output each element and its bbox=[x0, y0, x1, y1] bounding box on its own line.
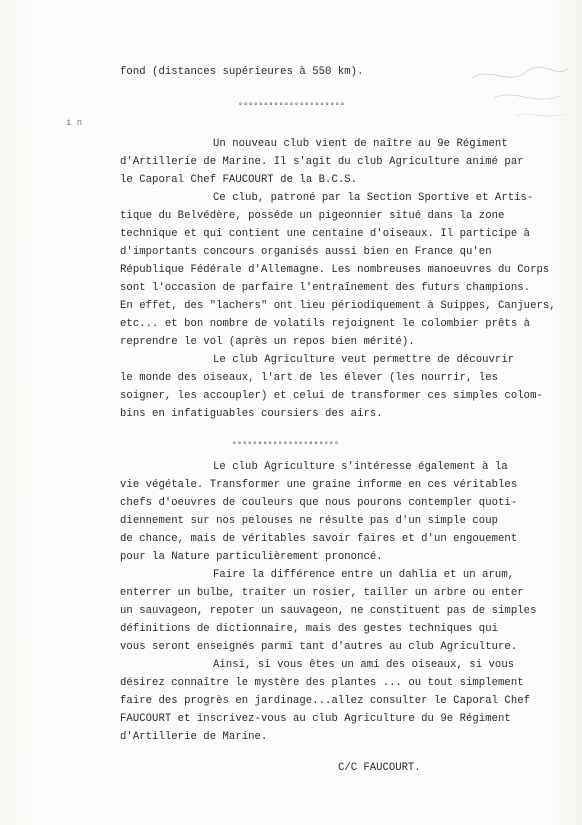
text-line: le Caporal Chef FAUCOURT de la B.C.S. bbox=[120, 174, 358, 186]
text-line: pour la Nature particulièrement prononcé. bbox=[120, 551, 383, 563]
text-line: vous seront enseignés parmi tant d'autres au club Agriculture. bbox=[120, 641, 518, 653]
text-line: de chance, mais de véritables savoir faires et d'un engouement bbox=[120, 533, 518, 545]
text-line: sont l'occasion de parfaire l'entraînement des futurs champions. bbox=[120, 282, 531, 294]
text-line: Le club Agriculture s'intéresse également à la bbox=[213, 461, 508, 473]
text-line: République Fédérale d'Allemagne. Les nombreuses manoeuvres du Corps bbox=[120, 264, 550, 276]
text-line: un sauvageon, repoter un sauvageon, ne constituent pas de simples bbox=[120, 605, 537, 617]
text-line: chefs d'oeuvres de couleurs que nous pourons contempler quoti- bbox=[120, 497, 518, 509]
text-line: technique et qui contient une centaine d'oiseaux. Il participe à bbox=[120, 228, 531, 240]
text-line: Ainsi, si vous êtes un ami des oiseaux, si vous bbox=[213, 659, 515, 671]
text-line: etc... et bon nombre de volatils rejoignent le colombier prêts à bbox=[120, 318, 531, 330]
text-line: d'Artillerie de Marine. Il s'agit du club Agriculture animé par bbox=[120, 156, 524, 168]
text-line: vie végétale. Transformer une graine informe en ces véritables bbox=[120, 479, 518, 491]
text-line: faire des progrès en jardinage...allez consulter le Caporal Chef bbox=[120, 695, 531, 707]
separator: °°°°°°°°°°°°°°°°°°°°° bbox=[238, 102, 346, 111]
text-line: FAUCOURT et inscrivez-vous au club Agriculture du 9e Régiment bbox=[120, 713, 511, 725]
text-line: d'Artillerie de Marine. bbox=[120, 731, 268, 743]
text-line: tique du Belvédère, posséde un pigeonnier situé dans la zone bbox=[120, 210, 505, 222]
text-line: soigner, les accoupler) et celui de transformer ces simples colom- bbox=[120, 390, 543, 402]
text-line: fond (distances supérieures à 550 km). bbox=[120, 66, 364, 78]
text-line: désirez connaître le mystère des plantes ... ou tout simplement bbox=[120, 677, 524, 689]
text-line: Ce club, patroné par la Section Sportive et Artis- bbox=[213, 192, 534, 204]
signature: C/C FAUCOURT. bbox=[338, 762, 421, 774]
text-line: définitions de dictionnaire, mais des gestes techniques qui bbox=[120, 623, 499, 635]
text-line: bins en infatiguables coursiers des airs. bbox=[120, 408, 383, 420]
faint-handwriting-mark bbox=[464, 58, 574, 128]
text-line: diennement sur nos pelouses ne résulte pas d'un simple coup bbox=[120, 515, 499, 527]
text-line: enterrer un bulbe, traiter un rosier, tailler un arbre ou enter bbox=[120, 587, 524, 599]
separator: °°°°°°°°°°°°°°°°°°°°° bbox=[232, 441, 340, 450]
margin-mark: i n bbox=[66, 118, 83, 128]
text-line: Le club Agriculture veut permettre de découvrir bbox=[213, 354, 515, 366]
text-line: d'importants concours organisés aussi bien en France qu'en bbox=[120, 246, 492, 258]
text-line: Faire la différence entre un dahlia et un arum, bbox=[213, 569, 515, 581]
text-line: Un nouveau club vient de naître au 9e Régiment bbox=[213, 138, 508, 150]
text-line: En effet, des "lachers" ont lieu périodiquement à Suippes, Canjuers, bbox=[120, 300, 556, 312]
text-line: reprendre le vol (après un repos bien mérité). bbox=[120, 336, 415, 348]
text-line: le monde des oiseaux, l'art de les élever (les nourrir, les bbox=[120, 372, 499, 384]
